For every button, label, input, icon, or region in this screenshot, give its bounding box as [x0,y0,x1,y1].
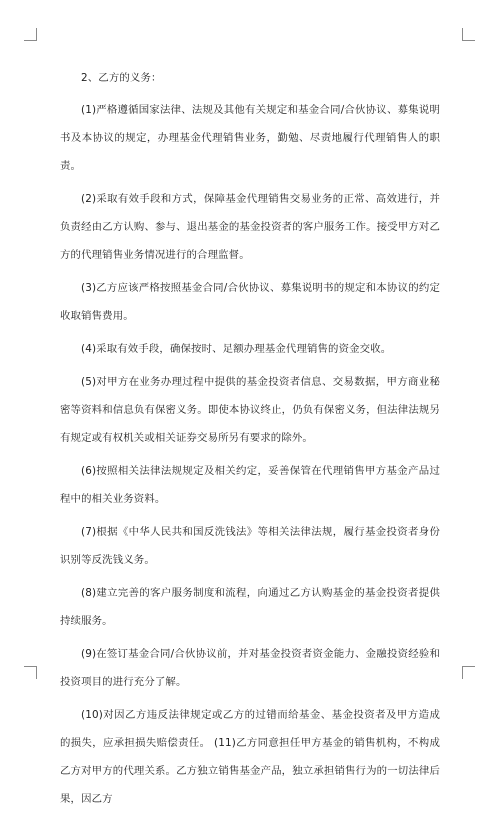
crop-mark-top-left [24,28,37,41]
paragraph-3: (3)乙方应该严格按照基金合同/合伙协议、募集说明书的规定和本协议的约定收取销售费用。 [60,282,440,322]
paragraph-7: (7)根据《中华人民共和国反洗钱法》等相关法律法规，履行基金投资者身份识别等反洗钱义务。 [60,526,440,566]
crop-mark-top-right [462,28,475,41]
document-body [60,64,440,818]
paragraph-6: (6)按照相关法律法规规定及相关约定，妥善保管在代理销售甲方基金产品过程中的相关业务资料。 [60,465,440,505]
section-heading: 2、乙方的义务： [81,72,162,84]
paragraph-8: (8)建立完善的客户服务制度和流程，向通过乙方认购基金的基金投资者提供持续服务。 [60,587,440,627]
paragraph-5: (5)对甲方在业务办理过程中提供的基金投资者信息、交易数据，甲方商业秘密等资料和信息负有保密义务。即使本协议终止，仍负有保密义务，但法律法规另有规定或有权机关或相关证券交易所另有要求的除外。 [60,376,440,444]
paragraph-4: (4)采取有效手段，确保按时、足额办理基金代理销售的资金交收。 [81,343,392,355]
paragraph-10: (10)对因乙方违反法律规定或乙方的过错而给基金、基金投资者及甲方造成的损失，应承担损失赔偿责任。 (11)乙方同意担任甲方基金的销售机构，不构成乙方对甲方的代理关系。乙方独立销售基金产品，独立承担销售行为的一切法律后果，因乙方 [60,709,440,805]
paragraph-1: (1)严格遵循国家法律、法规及其他有关规定和基金合同/合伙协议、募集说明书及本协议的规定，办理基金代理销售业务，勤勉、尽责地履行代理销售人的职责。 [60,104,440,172]
crop-mark-bottom-left [24,666,37,679]
crop-mark-bottom-right [462,666,475,679]
paragraph-2: (2)采取有效手段和方式，保障基金代理销售交易业务的正常、高效进行，并负责经由乙方认购、参与、退出基金的基金投资者的客户服务工作。接受甲方对乙方的代理销售业务情况进行的合理监督。 [60,193,440,261]
paragraph-9: (9)在签订基金合同/合伙协议前，并对基金投资者资金能力、金融投资经验和投资项目的进行充分了解。 [60,648,440,688]
